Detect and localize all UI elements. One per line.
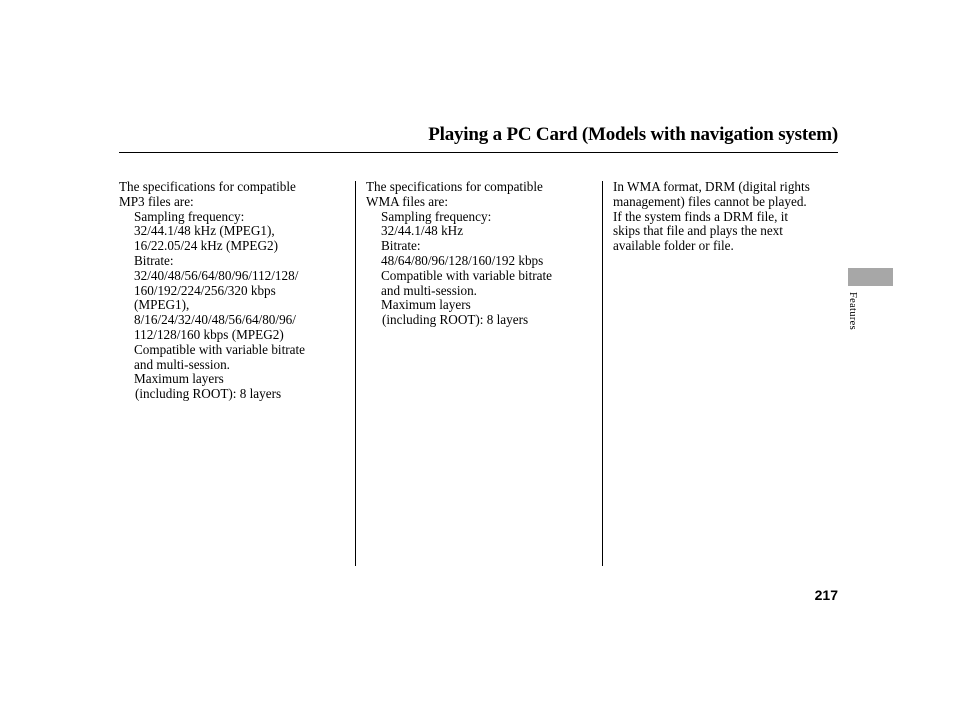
wma-sampling-value: 32/44.1/48 kHz [381, 223, 464, 239]
column-divider [602, 181, 603, 566]
drm-note-line: If the system finds a DRM file, it [613, 208, 789, 224]
mp3-sampling-value: 32/44.1/48 kHz (MPEG1), [134, 223, 275, 239]
wma-bitrate-label: Bitrate: [381, 238, 421, 254]
mp3-bitrate-value: 112/128/160 kbps (MPEG2) [134, 326, 284, 342]
mp3-bitrate-value: (MPEG1), [134, 297, 190, 313]
wma-intro-line: The specifications for compatible [366, 179, 543, 194]
drm-note-line: management) files cannot be played. [613, 193, 807, 209]
column-divider [355, 181, 356, 566]
page-number: 217 [814, 587, 838, 603]
drm-note-line: skips that file and plays the next [613, 223, 783, 239]
drm-note-column [613, 180, 841, 254]
drm-note-line: In WMA format, DRM (digital rights [613, 179, 810, 194]
wma-vbr-line: and multi-session. [381, 282, 477, 298]
mp3-intro-line: The specifications for compatible [119, 179, 296, 194]
mp3-layers-label: Maximum layers [134, 371, 224, 387]
wma-layers-value: (including ROOT): 8 layers [382, 312, 529, 328]
title-rule [119, 152, 838, 153]
wma-spec-column [366, 180, 598, 328]
mp3-bitrate-label: Bitrate: [134, 252, 174, 268]
mp3-vbr-line: and multi-session. [134, 356, 230, 372]
mp3-bitrate-value: 8/16/24/32/40/48/56/64/80/96/ [134, 312, 296, 328]
mp3-intro-line: MP3 files are: [119, 193, 194, 209]
mp3-vbr-line: Compatible with variable bitrate [134, 341, 306, 357]
drm-note-line: available folder or file. [613, 238, 734, 254]
section-tab-label: Features [847, 292, 858, 330]
wma-bitrate-value: 48/64/80/96/128/160/192 kbps [381, 252, 544, 268]
mp3-sampling-value: 16/22.05/24 kHz (MPEG2) [134, 238, 278, 254]
page-title: Playing a PC Card (Models with navigation system) [428, 124, 838, 145]
mp3-layers-value: (including ROOT): 8 layers [135, 386, 282, 402]
mp3-bitrate-value: 160/192/224/256/320 kbps [134, 282, 276, 298]
mp3-bitrate-value: 32/40/48/56/64/80/96/112/128/ [134, 267, 299, 283]
mp3-sampling-label: Sampling frequency: [134, 208, 245, 224]
wma-sampling-label: Sampling frequency: [381, 208, 492, 224]
section-tab [848, 268, 893, 286]
wma-layers-label: Maximum layers [381, 297, 471, 313]
mp3-spec-column [119, 180, 351, 402]
wma-vbr-line: Compatible with variable bitrate [381, 267, 553, 283]
wma-intro-line: WMA files are: [366, 193, 449, 209]
